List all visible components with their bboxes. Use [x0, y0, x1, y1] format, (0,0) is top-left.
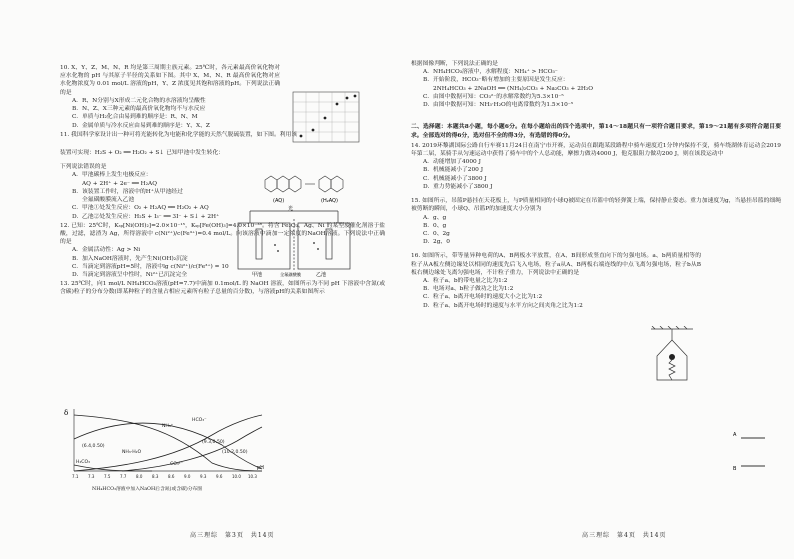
x-tick-label: 7.7	[120, 474, 127, 479]
desulfurization-cell-figure	[230, 205, 360, 277]
x-tick-label: 7.5	[104, 474, 111, 479]
option-c: C. 0、2g	[423, 230, 450, 237]
question-16	[411, 252, 781, 310]
option-d: D. 乙池②处发生反应：H₂S + I₃⁻ ══ 3I⁻ + S↓ + 2H⁺	[72, 213, 220, 220]
option-d: D. 由图中数据可知：NH₃·H₂O的电离常数约为1.5×10⁻⁵	[423, 102, 574, 109]
question-stem: 16. 如图所示，带等量异种电荷的A、B两板水平放置，在A、B间形成竖直向下的匀强电场。a、b两质量相等的粒子从A板左侧边缘处以相同的速度先后飞入电场，粒子a从A、B两板右端连线的中点飞离匀强电场，粒子b从B板右侧边缘处飞离匀强电场，不计粒子重力，下列说法中正确的是	[411, 253, 701, 276]
element-ph-radius-chart	[285, 88, 365, 150]
annotation-3: (6.4,0.50)	[82, 444, 105, 449]
option-d: D. 当滴定到溶液呈中性时，Ni²⁺已沉淀完全	[72, 272, 188, 279]
chart-caption: NH₄HCO₃溶液中加入NaOH后含氮(或含碳)分布图	[92, 487, 203, 492]
option-b: B. 电场对a、b粒子做功之比为1:2	[423, 286, 514, 293]
h2aq-label: (H₂AQ)	[321, 198, 338, 204]
question-stem: 15. 如图所示，吊篮P悬挂在天花板上，与P质量相同的小球Q被固定在吊篮中的轻弹簧上端，保持静止姿态。重力加速度为g，当悬挂吊篮的细绳被剪断的瞬间，小球Q、吊篮P的加速度大小分别为	[411, 198, 781, 213]
x-tick-label: 9.3	[200, 474, 207, 479]
question-13	[60, 280, 385, 296]
x-tick-label: 9.6	[216, 474, 223, 479]
distribution-chart	[62, 405, 267, 492]
option-b: B. 加入NaOH溶液时，先产生Ni(OH)₂沉淀	[72, 255, 188, 262]
page-footer: 高三理综 第4页 共14页	[582, 532, 667, 539]
option-c: C. 机械能减小了3800 J	[423, 175, 487, 182]
option-a: A. 动能增加了4000 J	[423, 159, 481, 166]
x-tick-label: 8.0	[136, 474, 143, 479]
option-d: D. 重力势能减小了3800 J	[423, 183, 493, 190]
series-label-hco3: HCO₃⁻	[192, 418, 207, 423]
option-a: A. R、N分别与X形成二元化合物的水溶液均呈酸性	[72, 97, 206, 104]
option-c: C. 当滴定到溶液pH=5时，溶液中lg c(Ni²⁺)/c(Fe³⁺) = 10	[72, 263, 229, 270]
section-heading: 二、选择题：本题共8小题，每小题6分。在每小题给出的四个选项中，第14～18题只有一项符合题目要求，第19～21题有多项符合题目要求。全部选对的得6分，选对但不全的得3分，有选错的得0分。	[411, 124, 781, 139]
x-tick-label: 7.1	[72, 474, 79, 479]
question-stem: 13. 25℃时，向1 mol/L NH₄HCO₃溶液(pH=7.7)中滴加 0.1mol/L 的 NaOH 溶液，如图所示为不同 pH 下溶液中含氮(或含碳)粒子的分布分数(即某种粒子的含量占相应元素所有粒子总量的百分数)，与溶液pH的关系如图所示	[60, 281, 385, 296]
question-stem: 10. X、Y、Z、M、N、R 均是第三周期主族元素。25℃时，各元素最高价氧化物对应水化物的 pH 与其原子半径的关系如下图。其中 X、M、N、R 最高价氧化物对应水化物浓度为 0.01 mol/L 溶液的pH，Y、Z 浓度见其饱和溶液的pH。下列说法正确的是	[60, 65, 280, 96]
series-label-h2co3: H₂CO₃	[76, 460, 90, 465]
co3-curve	[122, 427, 262, 471]
x-tick-label: 9.0	[184, 474, 191, 479]
option-b-cont: 全氟磺酸膜流入乙池	[82, 197, 135, 204]
right-column	[411, 60, 781, 311]
option-a-cont: AQ + 2H⁺ + 2e⁻ ══ H₂AQ	[82, 180, 157, 187]
question-stem-3: 下列说法错误的是	[60, 164, 107, 171]
option-c: C. 甲池①处发生反应：O₂ + H₂AQ ══ H₂O₂ + AQ	[72, 205, 209, 212]
question-stem: 根据图像判断，下列说法正确的是	[411, 61, 498, 67]
aq-molecule-svg	[255, 160, 355, 206]
question-stem: 11. 我国科学家设计出一种可将光能转化为电能和化学能的天然气脱硫装置，如下图。利用该	[60, 131, 298, 138]
y-axis-label: δ	[64, 409, 69, 417]
hanging-basket-figure	[647, 326, 697, 386]
tank-right-label: 乙池	[316, 272, 327, 277]
aq-label: (AQ)	[273, 198, 285, 204]
light-label: 光	[288, 206, 294, 212]
basket-svg	[647, 326, 697, 386]
option-d: D. 2g、0	[423, 239, 450, 246]
tank-left-label: 甲池	[252, 272, 263, 277]
option-b-cont: 2NH₄HCO₃ + 2NaOH ══ (NH₄)₂CO₃ + Na₂CO₃ + 2H₂O	[433, 85, 594, 92]
option-b: B. 0、g	[423, 222, 447, 229]
membrane-label: 全氟磺酸膜	[280, 272, 301, 277]
option-d: D. 金属单质与冷水反应由易到难的顺序是：Y、X、Z	[72, 122, 210, 129]
plates-svg	[727, 420, 767, 480]
annotation-1: (9.3,0.50)	[202, 440, 225, 445]
option-b: B. N、Z、X三种元素的最高价氧化物均不与水反应	[72, 106, 206, 113]
option-b: B. 机械能减小了200 J	[423, 167, 484, 174]
option-c: C. 由图中数据可知：CO₃²⁻的水解常数约为5.3×10⁻⁵	[423, 93, 564, 100]
page-footer: 高三理综 第3页 共14页	[190, 532, 275, 539]
x-unit-label: pH	[257, 465, 264, 471]
ball-q	[669, 354, 675, 360]
annotation-2: (10.2,0.50)	[222, 450, 248, 455]
question-stem: 12. 已知：25℃时，Kₛₚ[Ni(OH)₂]=2.0×10⁻¹⁵，Kₛₚ[Fe(OH)₃]=4.0×10⁻³⁸。将含 Fe₂O₃、Ag、Ni 的某型废催化剂溶于盐酸，过滤，滤渣为 Ag，所得溶液中 c(Ni²⁺)/c(Fe³⁺)=0.4 mol/L。向该溶液中滴加一定浓度的NaOH溶液。下列说法中正确的是	[60, 222, 385, 246]
question-stem: 14. 2019环黎湖国际公路自行车赛11月24日在南宁市开赛，运动员在跟跑某段路程中骑车速度近1分钟内保持不变，骑车绕湖体育运动会2019年第二届，某骑手从匀速运动中获得了骑车中的个人总动能，摩擦力做功4000 J，他克服阻力做功200 J，则在该段运动中	[411, 142, 781, 157]
x-tick-label: 10.3	[248, 474, 257, 479]
plate-b-label: B	[733, 466, 737, 472]
x-tick-label: 8.6	[168, 474, 175, 479]
option-a: A. 金属活动性：Ag > Ni	[72, 247, 141, 254]
option-d: D. 粒子a、b离开电场时的速度与水平方向之间夹角之比为1:2	[423, 302, 583, 309]
right-page	[397, 0, 794, 559]
series-label-co3: CO₃²⁻	[170, 462, 183, 467]
question-13-continued	[411, 60, 781, 109]
series-label-nh4: NH₄⁺	[162, 424, 174, 429]
option-a: A. NH₄HCO₃溶液中，水解程度：NH₄⁺ > HCO₃⁻	[423, 69, 558, 76]
plate-a-label: A	[733, 432, 737, 438]
option-b: B. 该装置工作时，溶液中的H⁺从甲池经过	[72, 188, 183, 195]
option-a: A. 粒子a、b的带电量之比为1:2	[423, 278, 508, 285]
series-label-nh3: NH₃·H₂O	[122, 450, 142, 455]
aq-molecule-figure	[255, 160, 355, 206]
question-15	[411, 197, 781, 246]
cell-svg	[230, 205, 360, 277]
x-tick-label: 8.3	[152, 474, 159, 479]
option-b: B. 开始阶段，HCO₃⁻略有增加的主要原因是发生反应：	[423, 77, 569, 84]
option-a: A. g、g	[423, 214, 447, 221]
x-tick-label: 7.3	[88, 474, 95, 479]
question-14	[411, 142, 781, 191]
distribution-chart-svg	[62, 405, 267, 485]
option-c: C. 粒子a、b离开电场时的速度大小之比为1:2	[423, 294, 543, 301]
x-tick-label: 10.0	[232, 474, 241, 479]
option-c: C. 单质与H₂化合由易到难的顺序是：R、N、M	[72, 114, 198, 121]
parallel-plates-figure	[727, 420, 767, 480]
option-a: A. 甲池碳棒上发生电极反应：	[72, 172, 152, 179]
question-stem-2: 装置可实现：H₂S + O₂ ══ H₂O₂ + S↓ 已知甲池中发生转化：	[60, 149, 225, 156]
element-ph-radius-svg	[285, 88, 365, 150]
